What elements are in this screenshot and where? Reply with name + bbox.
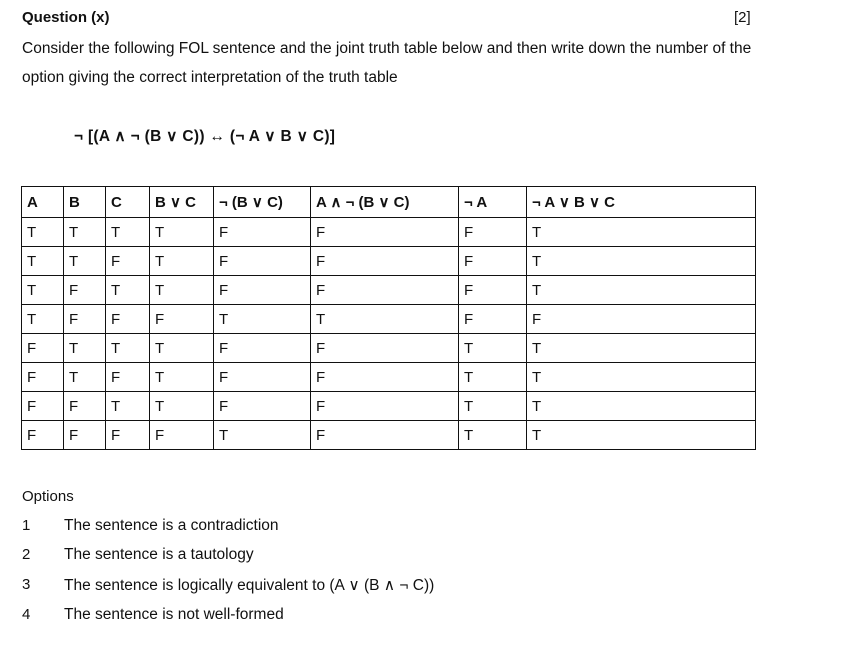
table-row (22, 421, 756, 450)
options-heading: Options (22, 488, 74, 505)
table-cell: F (106, 305, 150, 334)
table-row (22, 305, 756, 334)
table-cell: T (150, 392, 214, 421)
question-marks: [2] (734, 9, 751, 26)
option-number: 3 (22, 576, 31, 593)
table-cell: F (311, 363, 459, 392)
table-row (22, 218, 756, 247)
table-cell: F (22, 421, 64, 450)
table-cell: F (214, 334, 311, 363)
table-cell: T (459, 421, 527, 450)
option-text: The sentence is a tautology (64, 546, 254, 563)
table-cell: T (64, 218, 106, 247)
table-cell: T (527, 247, 756, 276)
column-header: A ∧ ¬ (B ∨ C) (311, 187, 459, 218)
table-cell: F (311, 392, 459, 421)
table-cell: T (106, 218, 150, 247)
table-cell: F (106, 421, 150, 450)
table-cell: F (106, 363, 150, 392)
option-number: 1 (22, 517, 31, 534)
table-cell: T (64, 334, 106, 363)
table-cell: T (106, 392, 150, 421)
table-cell: F (214, 276, 311, 305)
table-cell: F (311, 218, 459, 247)
table-cell: F (22, 392, 64, 421)
table-cell: F (214, 392, 311, 421)
table-cell: F (64, 392, 106, 421)
table-cell: T (64, 363, 106, 392)
column-header: ¬ (B ∨ C) (214, 187, 311, 218)
truth-table-header-row (22, 187, 756, 218)
table-cell: F (459, 276, 527, 305)
column-header: A (22, 187, 64, 218)
table-cell: T (214, 305, 311, 334)
option-text: The sentence is a contradiction (64, 517, 279, 534)
table-cell: F (459, 247, 527, 276)
table-cell: T (459, 392, 527, 421)
table-cell: T (527, 421, 756, 450)
instruction-line-1: Consider the following FOL sentence and the joint truth table below and then write down the number of the (22, 40, 752, 57)
table-cell: T (527, 363, 756, 392)
table-cell: F (214, 363, 311, 392)
table-cell: F (64, 276, 106, 305)
table-cell: T (527, 218, 756, 247)
option-number: 2 (22, 546, 31, 563)
option-text: The sentence is not well-formed (64, 606, 284, 623)
table-cell: T (150, 218, 214, 247)
table-cell: T (527, 276, 756, 305)
column-header: C (106, 187, 150, 218)
table-cell: F (459, 218, 527, 247)
table-cell: F (311, 421, 459, 450)
table-cell: T (64, 247, 106, 276)
question-title: Question (x) (22, 9, 110, 26)
table-cell: T (22, 247, 64, 276)
table-cell: T (22, 305, 64, 334)
table-cell: F (311, 276, 459, 305)
table-cell: F (527, 305, 756, 334)
table-cell: F (150, 305, 214, 334)
table-cell: T (150, 334, 214, 363)
table-cell: T (311, 305, 459, 334)
instruction-line-2: option giving the correct interpretation of the truth table (22, 69, 398, 86)
fol-formula: ¬ [(A ∧ ¬ (B ∨ C)) ↔ (¬ A ∨ B ∨ C)] (74, 128, 336, 145)
table-row (22, 392, 756, 421)
table-cell: T (527, 334, 756, 363)
table-cell: F (22, 334, 64, 363)
table-cell: F (64, 305, 106, 334)
table-cell: F (22, 363, 64, 392)
option-number: 4 (22, 606, 31, 623)
column-header: ¬ A ∨ B ∨ C (527, 187, 756, 218)
table-cell: T (106, 276, 150, 305)
truth-table-body (22, 218, 756, 450)
column-header: B (64, 187, 106, 218)
table-row (22, 363, 756, 392)
table-cell: T (150, 363, 214, 392)
table-cell: F (64, 421, 106, 450)
table-cell: T (106, 334, 150, 363)
table-row (22, 276, 756, 305)
table-cell: T (150, 276, 214, 305)
table-cell: T (22, 276, 64, 305)
table-cell: T (459, 334, 527, 363)
table-cell: F (459, 305, 527, 334)
table-cell: F (311, 334, 459, 363)
table-cell: F (150, 421, 214, 450)
table-cell: T (214, 421, 311, 450)
option-text: The sentence is logically equivalent to (A ∨ (B ∧ ¬ C)) (64, 577, 435, 594)
table-row (22, 334, 756, 363)
truth-table (21, 186, 756, 450)
table-cell: F (214, 247, 311, 276)
table-cell: T (459, 363, 527, 392)
table-cell: T (22, 218, 64, 247)
table-cell: F (214, 218, 311, 247)
column-header: B ∨ C (150, 187, 214, 218)
column-header: ¬ A (459, 187, 527, 218)
table-cell: F (311, 247, 459, 276)
table-cell: T (150, 247, 214, 276)
table-cell: F (106, 247, 150, 276)
table-row (22, 247, 756, 276)
table-cell: T (527, 392, 756, 421)
